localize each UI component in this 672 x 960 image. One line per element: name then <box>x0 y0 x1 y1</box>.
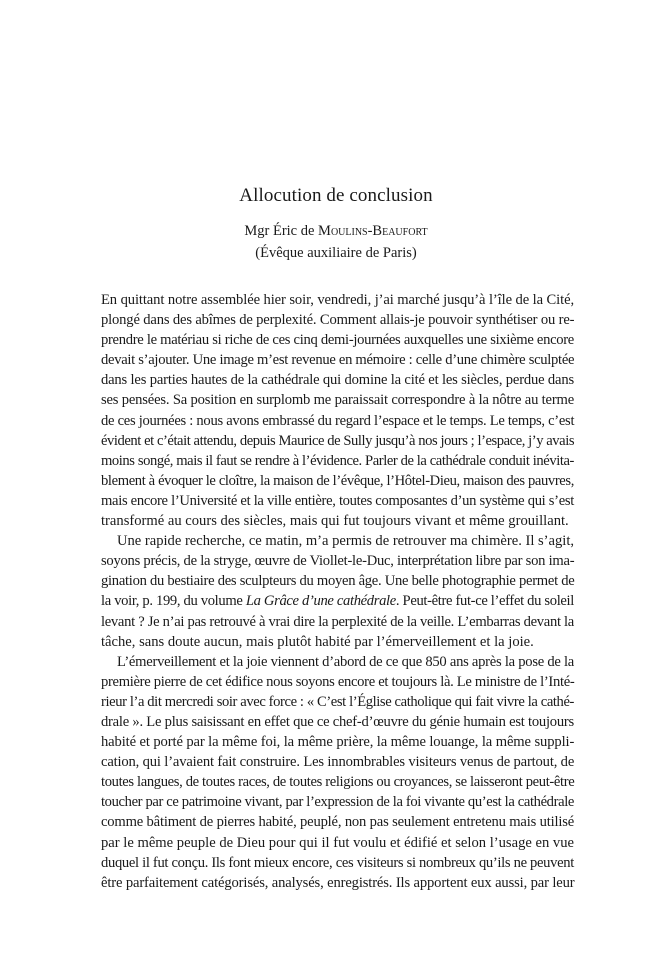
text-line: tâche, sans doute aucun, mais plutôt habité par l’émerveillement et la joie. <box>101 633 534 650</box>
text-line: levant ? Je n’ai pas retrouvé à vrai dire la perplexité de la veille. L’embarras devant la <box>101 613 574 630</box>
text-line: plongé dans des abîmes de perplexité. Comment allais-je pouvoir synthétiser ou re- <box>101 312 575 329</box>
text-line: habité et porté par la même foi, la même prière, la même louange, la même suppli- <box>101 734 575 751</box>
text-line: cation, qui l’avaient fait construire. Les innombrables visiteurs venus de partout, de <box>101 754 575 771</box>
author-surname: Moulins-Beaufort <box>318 223 428 239</box>
text-line: être parfaitement catégorisés, analysés, enregistrés. Ils apportent eux aussi, par leur <box>101 874 575 891</box>
text-fragment: . Peut-être fut-ce l’effet du soleil <box>395 593 574 610</box>
text-line: Une rapide recherche, ce matin, m’a permis de retrouver ma chimère. Il s’agit, <box>117 533 574 550</box>
text-fragment: la voir, p. 199, du volume <box>101 593 246 610</box>
text-line: de ces journées : nous avons embrassé du regard l’espace et le temps. Le temps, c’est <box>101 412 575 429</box>
text-line: toutes langues, de toutes races, de toutes religions ou croyances, se laisseront peut-être <box>101 774 575 791</box>
text-line: blement à évoquer le cloître, la maison de l’évêque, l’Hôtel-Dieu, maison des pauvres, <box>101 472 574 489</box>
text-line: moins songé, mais il faut se rendre à l’évidence. Parler de la cathédrale conduit inévita- <box>101 452 574 469</box>
text-line: drale ». Le plus saisissant en effet que ce chef-d’œuvre du génie humain est toujours <box>101 713 574 730</box>
book-title: La Grâce d’une cathédrale <box>245 593 396 610</box>
page-title: Allocution de conclusion <box>239 185 433 206</box>
text-line: duquel il fut conçu. Ils font mieux encore, ces visiteurs si nombreux qu’ils ne peuvent <box>101 854 574 871</box>
text-line: par le même peuple de Dieu pour qui il fut voulu et édifié et selon l’usage en vue <box>101 834 574 851</box>
text-line: transformé au cours des siècles, mais qui fut toujours vivant et même grouillant. <box>101 513 569 530</box>
text-line: toucher par ce patrimoine vivant, par l’expression de la foi vivante qu’est la cathédrale <box>101 794 574 811</box>
text-line: rieur l’a dit mercredi soir avec force : « C’est l’Église catholique qui fait vivre la cathé- <box>101 693 574 710</box>
body-text <box>101 290 574 893</box>
text-line: dans les parties hautes de la cathédrale qui domine la cité et les siècles, perdue dans <box>101 372 574 389</box>
text-line: L’émerveillement et la joie viennent d’abord de ce que 850 ans après la pose de la <box>117 653 575 670</box>
paragraph <box>101 652 574 893</box>
author-line <box>0 223 672 240</box>
paragraph <box>101 290 574 531</box>
text-line: devait s’ajouter. Une image m’est revenue en mémoire : celle d’une chimère sculptée <box>101 352 575 369</box>
text-line: En quittant notre assemblée hier soir, vendredi, j’ai marché jusqu’à l’île de la Cité, <box>101 292 574 308</box>
text-line: soyons précis, de la stryge, œuvre de Viollet-le-Duc, interprétation libre par son ima- <box>101 553 575 570</box>
author-affiliation: (Évêque auxiliaire de Paris) <box>255 245 417 261</box>
text-line: évident et c’était attendu, depuis Maurice de Sully jusqu’à nos jours ; l’espace, j’y avais <box>101 432 575 449</box>
author-prefix: Mgr Éric de <box>244 223 319 239</box>
paragraph <box>101 531 574 652</box>
text-line: première pierre de cet édifice nous soyons encore et toujours là. Le ministre de l’Inté- <box>101 673 575 690</box>
text-line: prendre le matériau si riche de ces cinq demi-journées auxquelles une sixième encore <box>101 332 574 349</box>
text-line: gination du bestiaire des sculpteurs du moyen âge. Une belle photographie permet de <box>101 573 575 590</box>
text-line-with-italic <box>101 591 574 611</box>
text-line: ses pensées. Sa position en surplomb me paraissait correspondre à la nôtre au terme <box>101 392 574 409</box>
text-line: comme bâtiment de pierres habité, peuplé, non pas seulement entretenu mais utilisé <box>101 814 574 831</box>
text-line: mais encore l’Université et la ville entière, toutes composantes d’un système qui s’est <box>101 492 574 509</box>
